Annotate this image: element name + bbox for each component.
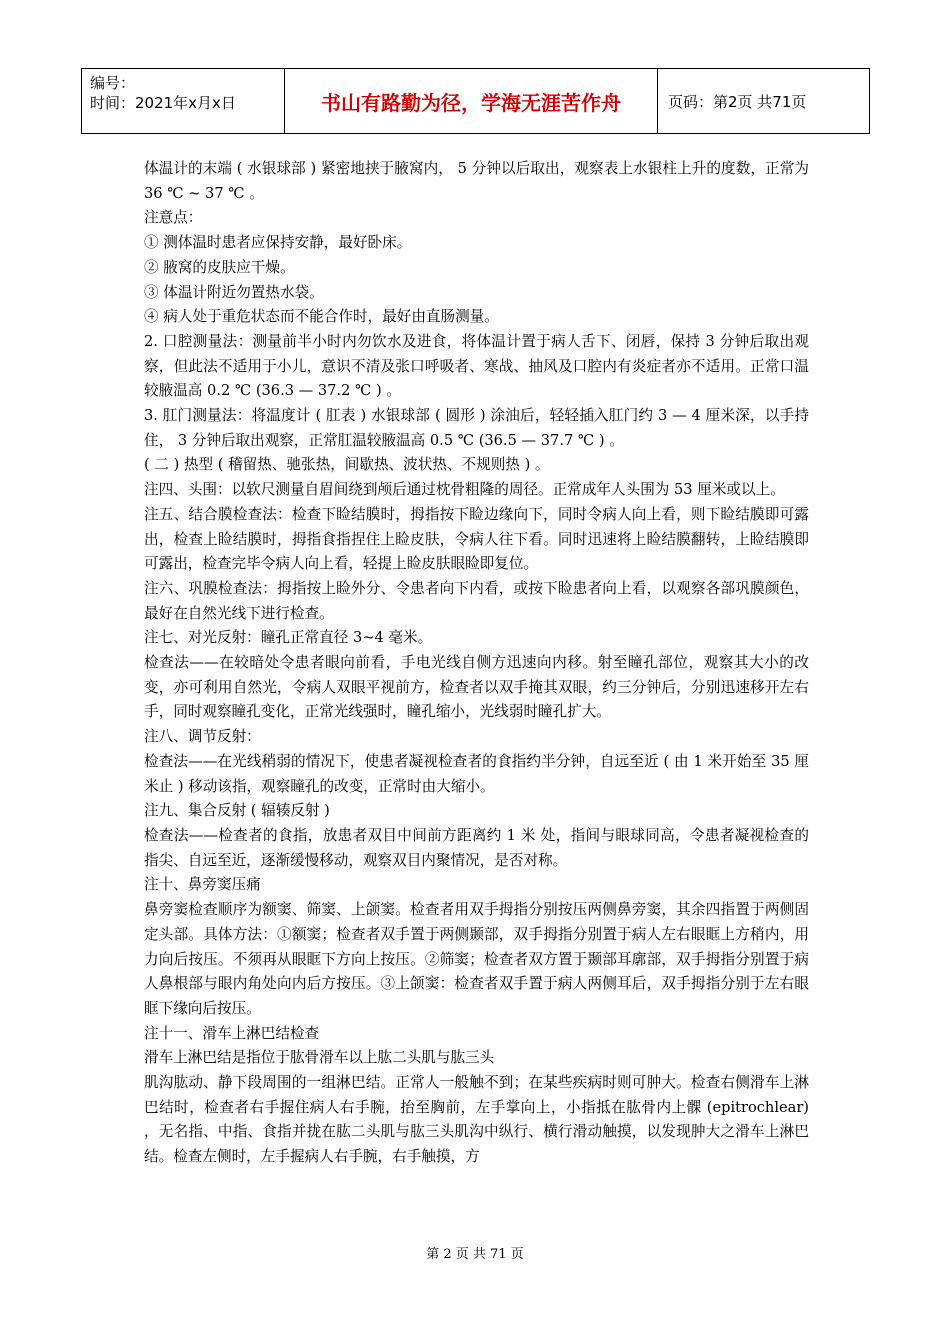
header-meta-cell [82, 69, 285, 133]
paragraph: 注九、集合反射 ( 辐辏反射 ) [144, 802, 330, 820]
paragraph: 注六、巩膜检查法：拇指按上睑外分、令患者向下内看，或按下睑患者向上看，以观察各部巩膜颜色，最好在自然光线下进行检查。 [144, 579, 809, 622]
paragraph: 滑车上淋巴结是指位于肱骨滑车以上肱二头肌与肱三头 [144, 1049, 495, 1067]
paragraph: 注七、对光反射：瞳孔正常直径 3~4 毫米。 [144, 629, 433, 647]
date-line: 时间：2021年x月x日 [90, 94, 236, 112]
paragraph: ② 腋窝的皮肤应干燥。 [144, 258, 295, 276]
paragraph: 注五、结合膜检查法：检查下睑结膜时，拇指按下睑边缘向下，同时令病人向上看，则下睑结膜即可露出，检查上睑结膜时，拇指食指捏住上睑皮肤，令病人往下看。同时迅速将上睑结膜翻转，上睑结膜即可露出，检查完毕令病人向上看，轻提上睑皮肤眼睑即复位。 [144, 505, 809, 573]
paragraph: ③ 体温计附近勿置热水袋。 [144, 283, 324, 301]
paragraph: 2. 口腔测量法：测量前半小时内勿饮水及进食，将体温计置于病人舌下、闭唇，保持 3 分钟后取出观察，但此法不适用于小儿，意识不清及张口呼吸者、寒战、抽风及口腔内有炎症者亦不适用。正常口温较腋温高 0.2 ℃ (36.3 — 37.2 ℃ ) 。 [144, 332, 809, 400]
page-footer [0, 1243, 950, 1262]
motto: 书山有路勤为径，学海无涯苦作舟 [321, 90, 621, 115]
paragraph: 肌沟肱动、静下段周围的一组淋巴结。正常人一般触不到；在某些疾病时则可肿大。检查右侧滑车上淋巴结时，检查者右手握住病人右手腕，抬至胸前，左手掌向上，小指抵在肱骨内上髁 (epitrochlear) ，无名指、中指、食指并拢在肱二头肌与肱三头肌沟中纵行、横行滑动触摸，以发现肿大之滑车上淋巴结。检查左侧时，左手握病人右手腕，右手触摸，方 [144, 1074, 814, 1166]
paragraph: 3. 肛门测量法：将温度计 ( 肛表 ) 水银球部 ( 圆形 ) 涂油后，轻轻插入肛门约 3 — 4 厘米深，以手持住， 3 分钟后取出观察，正常肛温较腋温高 0.5 ℃ (36.5 — 37.7 ℃ ) 。 [144, 407, 809, 449]
paragraph: 检查法——在光线稍弱的情况下，使患者凝视检查者的食指约半分钟，自远至近 ( 由 1 米开始至 35 厘米止 ) 移动该指，观察瞳孔的改变，正常时由大缩小。 [144, 752, 809, 795]
paragraph: 注十、鼻旁窦压痛 [144, 876, 261, 894]
paragraph: 注十一、滑车上淋巴结检查 [144, 1024, 320, 1042]
page-info: 页码：第2页 共71页 [668, 92, 807, 111]
paragraph: ④ 病人处于重危状态而不能合作时，最好由直肠测量。 [144, 308, 499, 326]
paragraph: 注八、调节反射： [144, 728, 261, 746]
paragraph: ( 二 ) 热型 ( 稽留热、驰张热，间歇热、波状热、不规则热 ) 。 [144, 456, 550, 474]
paragraph: 体温计的末端 ( 水银球部 ) 紧密地挟于腋窝内， 5 分钟以后取出，观察表上水银柱上升的度数，正常为 36 ℃ ~ 37 ℃ 。 [144, 160, 814, 202]
document-body [144, 157, 814, 1170]
header-motto-cell [285, 69, 658, 133]
paragraph: 注意点： [144, 209, 203, 227]
footer-page-number: 第 2 页 共 71 页 [426, 1247, 524, 1262]
page-header [81, 68, 870, 134]
paragraph: 检查法——在较暗处令患者眼向前看，手电光线自侧方迅速向内移。射至瞳孔部位，观察其大小的改变，亦可利用自然光，令病人双眼平视前方，检查者以双手掩其双眼，约三分钟后，分别迅速移开左右手，同时观察瞳孔变化，正常光线强时，瞳孔缩小，光线弱时瞳孔扩大。 [144, 654, 809, 721]
serial-label: 编号： [90, 74, 136, 92]
paragraph: 检查法——检查者的食指，放患者双目中间前方距离约 1 米 处，指间与眼球同高，令患者凝视检查的指尖、自远至近，逐渐缓慢移动，观察双目内聚情况，是否对称。 [144, 826, 809, 869]
paragraph: ① 测体温时患者应保持安静，最好卧床。 [144, 234, 412, 252]
paragraph: 鼻旁窦检查顺序为额窦、筛窦、上颌窦。检查者用双手拇指分别按压两侧鼻旁窦，其余四指置于两侧固定头部。具体方法：①额窦；检查者双手置于两侧颞部，双手拇指分别置于病人左右眼眶上方稍内，用力向后按压。不须再从眼眶下方向上按压。②筛窦；检查者双方置于颞部耳廓部，双手拇指分别置于病人鼻根部与眼内角处向内后方按压。③上颌窦：检查者双手置于病人两侧耳后，双手拇指分别于左右眼眶下缘向后按压。 [144, 901, 809, 1017]
header-page-cell [658, 69, 869, 133]
paragraph: 注四、头围：以软尺测量自眉间绕到颅后通过枕骨粗隆的周径。正常成年人头围为 53 厘米或以上。 [144, 481, 785, 499]
